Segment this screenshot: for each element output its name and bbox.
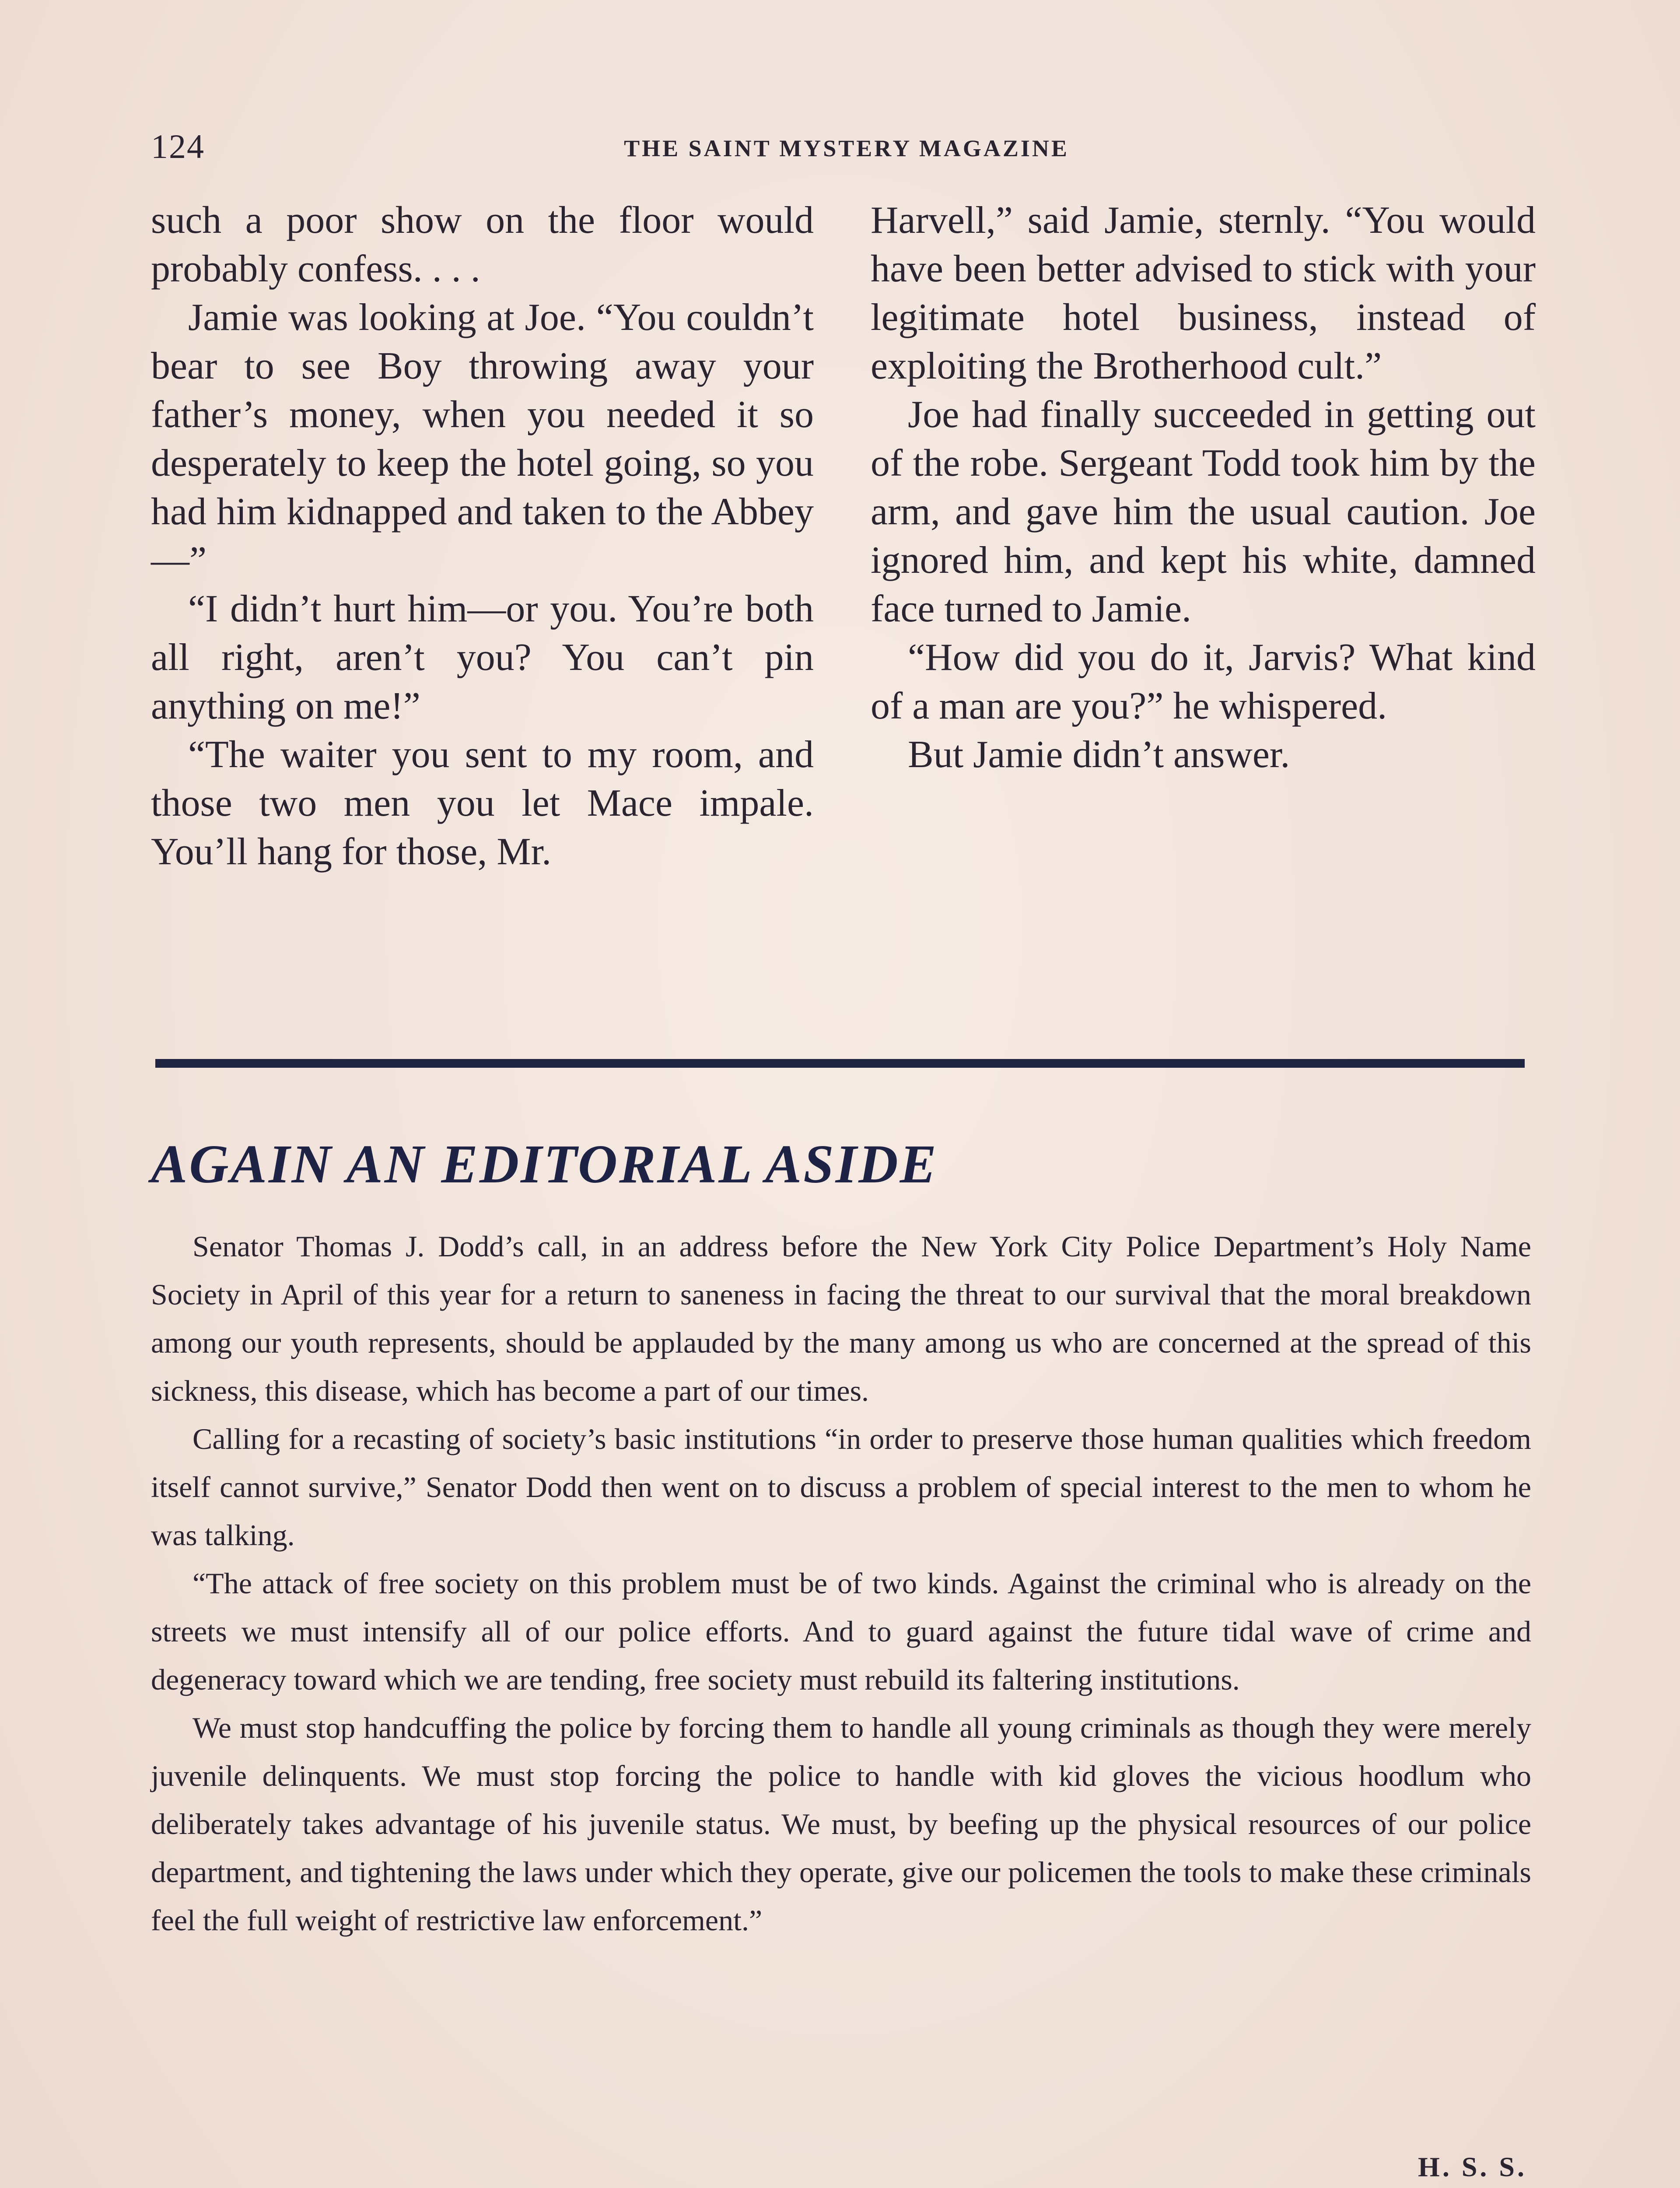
story-paragraph: “I didn’t hurt him—or you. You’re both all right, aren’t you? You can’t pin anything on me!” (151, 588, 814, 727)
section-divider (155, 1059, 1525, 1068)
story-paragraph: Jamie was looking at Joe. “You couldn’t bear to see Boy throwing away your father’s money, when you needed it so desperately to keep the hotel going, so you had him kidnapped and taken to the Abbey—” (151, 296, 814, 582)
story-paragraph: “The waiter you sent to my room, and those two men you let Mace impale. You’ll hang for those, Mr. (151, 733, 814, 873)
story-paragraph: But Jamie didn’t answer. (908, 733, 1290, 776)
page-header (151, 127, 1542, 179)
editorial-paragraph: Calling for a recasting of society’s basic institutions “in order to preserve those human qualities which freedom itself cannot survive,” Senator Dodd then went on to discuss a problem of special interest to the men to whom he was talking. (151, 1422, 1531, 1552)
story-column-right (871, 196, 1536, 779)
story-column-left (151, 196, 814, 876)
editorial-paragraph: “The attack of free society on this problem must be of two kinds. Against the criminal who is already on the streets we must intensify all of our police efforts. And to guard against the future tidal wave of crime and degeneracy toward which we are tending, free society must rebuild its faltering institutions. (151, 1567, 1531, 1696)
page-number: 124 (151, 127, 205, 165)
story-paragraph: Harvell,” said Jamie, sternly. “You would have been better advised to stick with your legitimate hotel business, instead of exploiting the Brotherhood cult.” (871, 199, 1536, 387)
editorial-signature: H. S. S. (1418, 2151, 1527, 2182)
editorial-paragraph: We must stop handcuffing the police by forcing them to handle all young criminals as though they were merely juvenile delinquents. We must stop forcing the police to handle with kid gloves the vicious hoodlum who deliberately takes advantage of his juvenile status. We must, by beefing up the physical resources of our police department, and tightening the laws under which they operate, give our policemen the tools to make these criminals feel the full weight of restrictive law enforcement.” (151, 1711, 1531, 1937)
story-paragraph: such a poor show on the floor would probably confess. . . . (151, 199, 814, 290)
editorial-title: AGAIN AN EDITORIAL ASIDE (151, 1134, 938, 1195)
story-paragraph: “How did you do it, Jarvis? What kind of a man are you?” he whispered. (871, 636, 1536, 727)
editorial-section (151, 1133, 1531, 1944)
running-title: THE SAINT MYSTERY MAGAZINE (624, 135, 1069, 161)
story-paragraph: Joe had finally succeeded in getting out of the robe. Sergeant Todd took him by the arm, and gave him the usual caution. Joe ignored him, and kept his white, damned face turned to Jamie. (871, 393, 1536, 630)
editorial-paragraph: Senator Thomas J. Dodd’s call, in an address before the New York City Police Department’s Holy Name Society in April of this year for a return to saneness in facing the threat to our survival that the moral breakdown among our youth represents, should be applauded by the many among us who are concerned at the spread of this sickness, this disease, which has become a part of our times. (151, 1230, 1531, 1407)
